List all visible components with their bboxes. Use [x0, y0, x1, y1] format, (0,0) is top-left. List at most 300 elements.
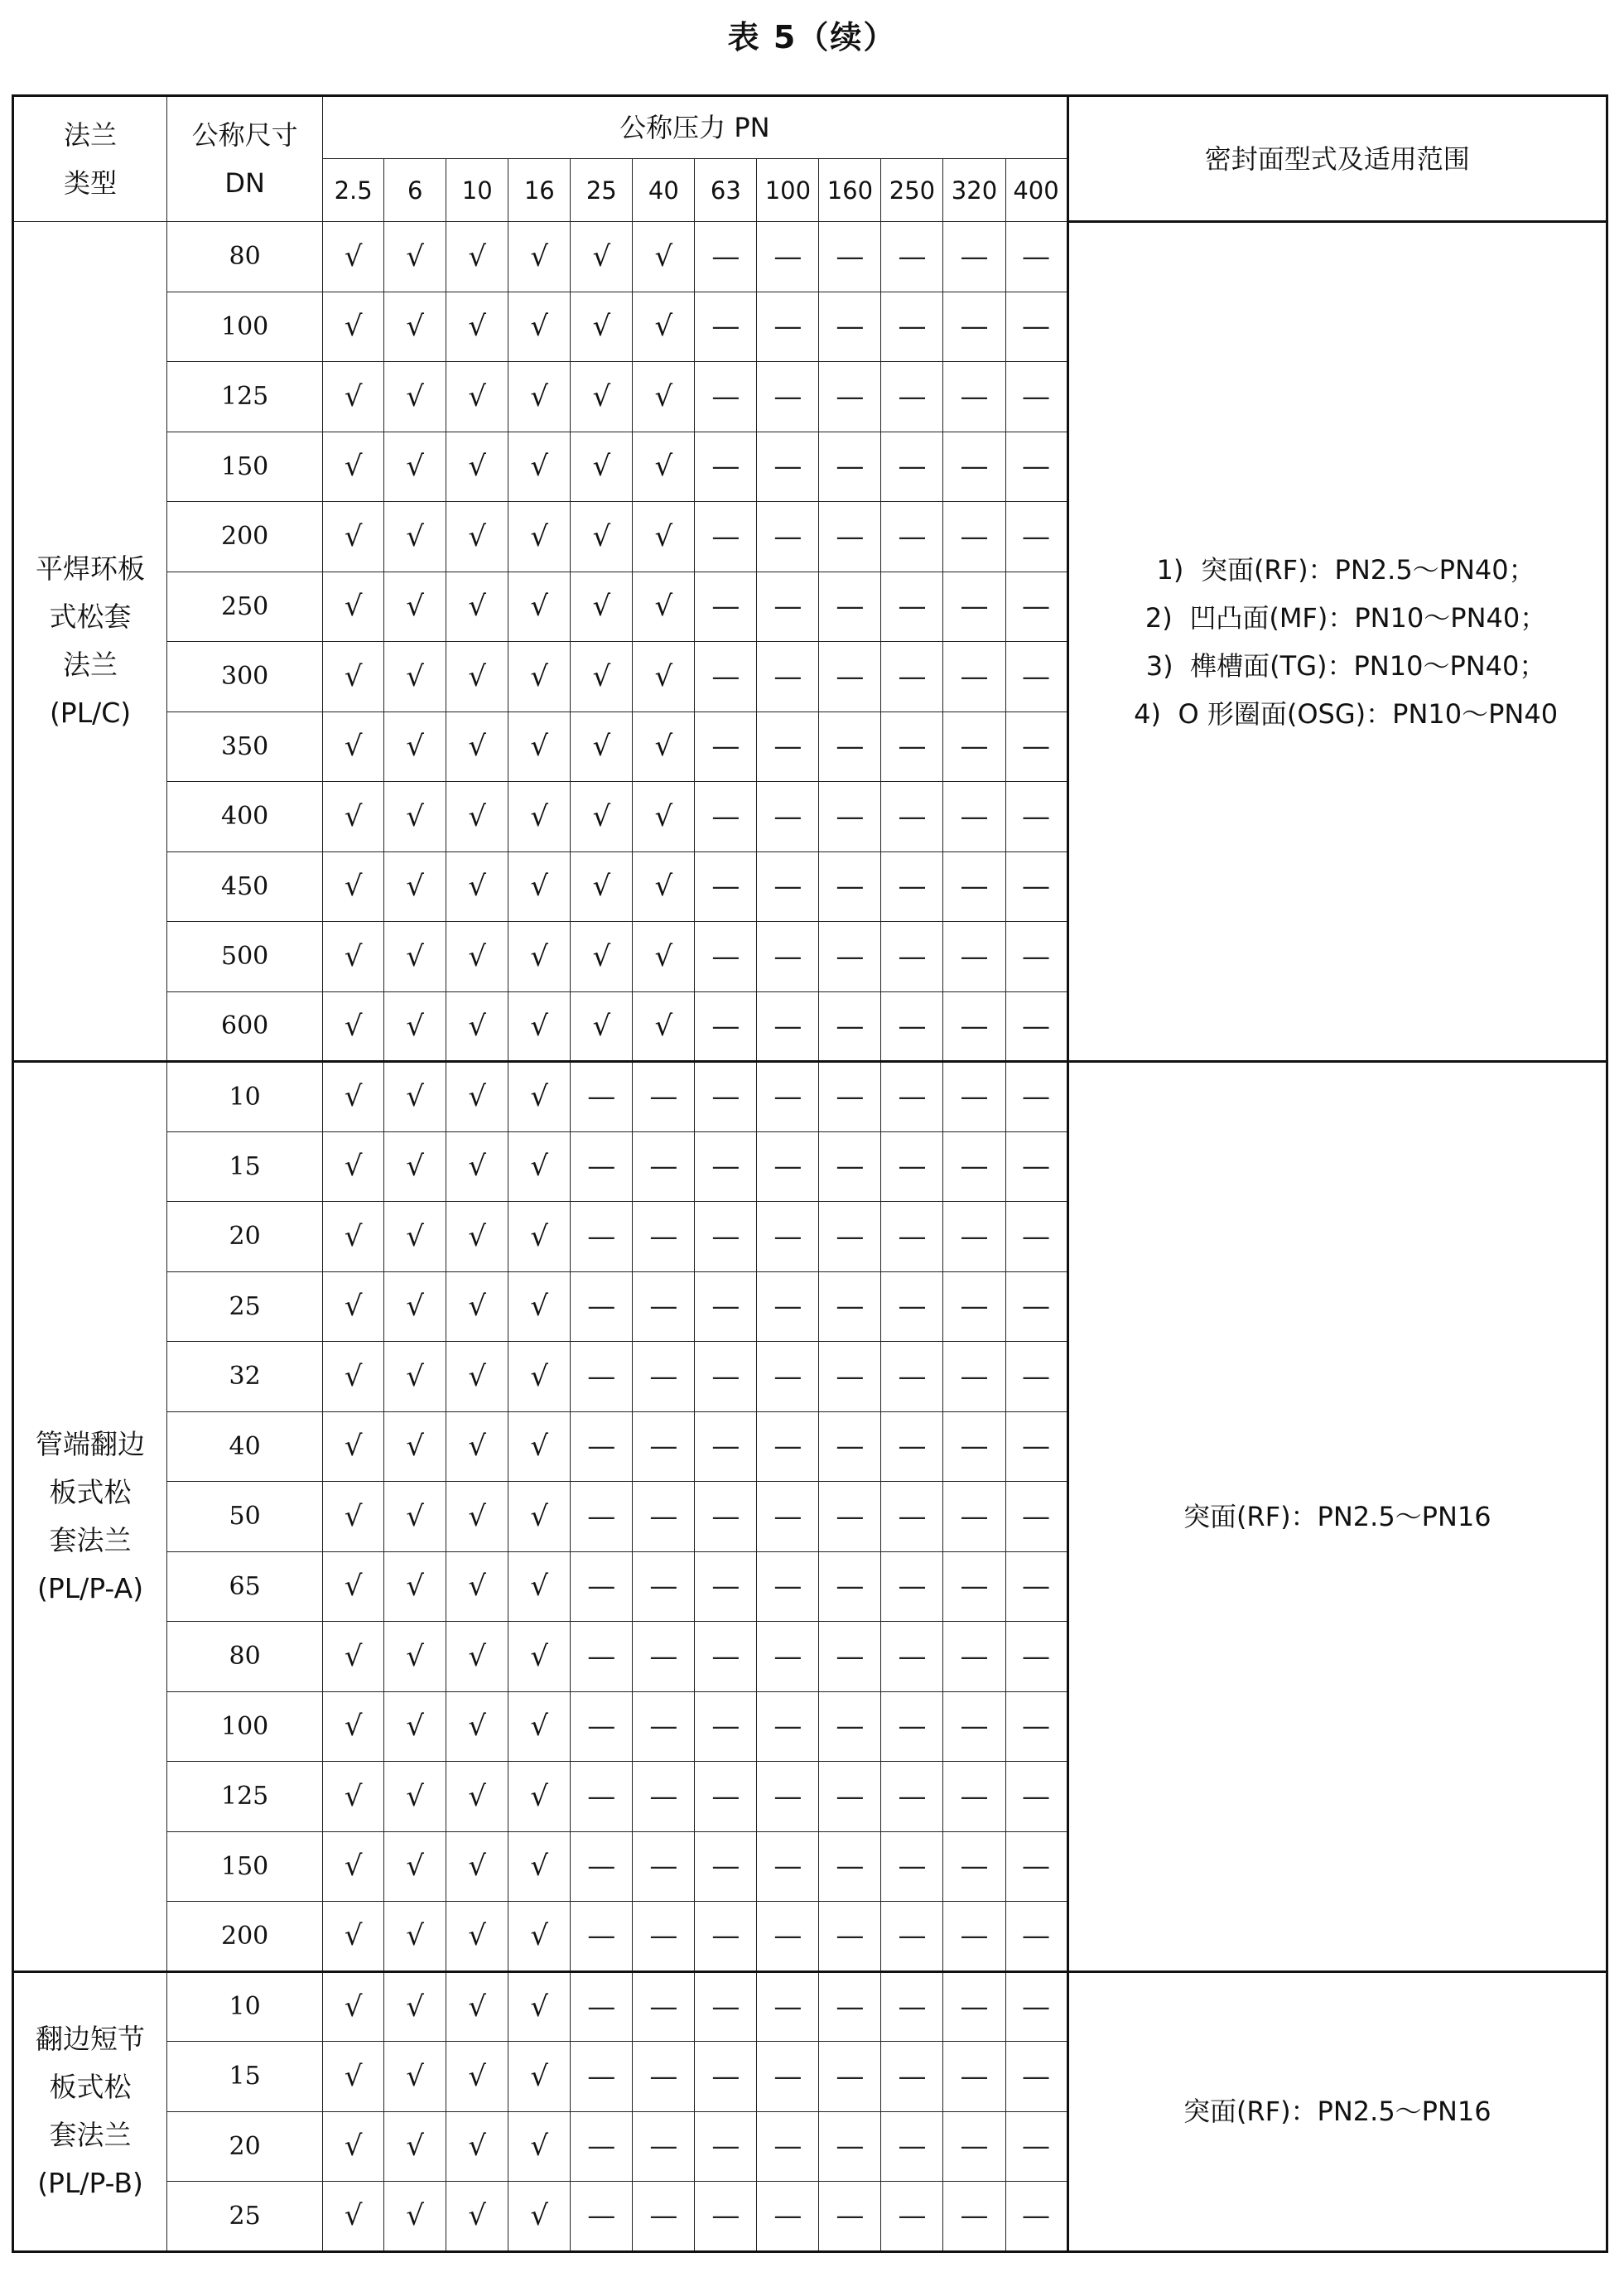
sealing-scope-text: 突面(RF)：PN2.5～PN40；: [1200, 553, 1535, 586]
applicable-check-mark: √: [508, 642, 571, 712]
not-applicable-dash: —: [633, 2111, 695, 2182]
dn-cell: 150: [167, 1831, 323, 1902]
applicable-check-mark: √: [446, 1411, 508, 1482]
not-applicable-dash: —: [943, 922, 1005, 992]
not-applicable-dash: —: [633, 1411, 695, 1482]
applicable-check-mark: √: [323, 1482, 384, 1552]
applicable-check-mark: √: [508, 2182, 571, 2252]
applicable-check-mark: √: [323, 1342, 384, 1412]
pressure-header-cell: 100: [757, 159, 819, 222]
not-applicable-dash: —: [819, 922, 881, 992]
not-applicable-dash: —: [1005, 1202, 1067, 1272]
applicable-check-mark: √: [384, 1691, 446, 1762]
applicable-check-mark: √: [633, 362, 695, 432]
dn-cell: 350: [167, 712, 323, 782]
not-applicable-dash: —: [819, 1131, 881, 1202]
applicable-check-mark: √: [508, 1691, 571, 1762]
sealing-scope-line: [1069, 2087, 1606, 2135]
sealing-scope-index: 4): [1134, 697, 1161, 730]
applicable-check-mark: √: [384, 2111, 446, 2182]
applicable-check-mark: √: [446, 292, 508, 362]
not-applicable-dash: —: [633, 1831, 695, 1902]
not-applicable-dash: —: [757, 642, 819, 712]
not-applicable-dash: —: [881, 572, 943, 642]
not-applicable-dash: —: [757, 292, 819, 362]
not-applicable-dash: —: [1005, 1411, 1067, 1482]
applicable-check-mark: √: [508, 1342, 571, 1412]
dn-cell: 600: [167, 991, 323, 1062]
not-applicable-dash: —: [571, 1482, 633, 1552]
applicable-check-mark: √: [446, 1482, 508, 1552]
applicable-check-mark: √: [446, 2111, 508, 2182]
applicable-check-mark: √: [571, 782, 633, 852]
not-applicable-dash: —: [943, 1342, 1005, 1412]
applicable-check-mark: √: [384, 782, 446, 852]
not-applicable-dash: —: [633, 1482, 695, 1552]
applicable-check-mark: √: [446, 1691, 508, 1762]
applicable-check-mark: √: [633, 292, 695, 362]
applicable-check-mark: √: [633, 922, 695, 992]
sealing-scope-line: [1069, 546, 1606, 594]
applicable-check-mark: √: [323, 1202, 384, 1272]
not-applicable-dash: —: [1005, 642, 1067, 712]
not-applicable-dash: —: [571, 1131, 633, 1202]
applicable-check-mark: √: [384, 1342, 446, 1412]
not-applicable-dash: —: [757, 1202, 819, 1272]
applicable-check-mark: √: [508, 1831, 571, 1902]
applicable-check-mark: √: [446, 712, 508, 782]
dn-cell: 50: [167, 1482, 323, 1552]
not-applicable-dash: —: [943, 1271, 1005, 1342]
not-applicable-dash: —: [695, 2111, 757, 2182]
applicable-check-mark: √: [508, 222, 571, 292]
applicable-check-mark: √: [508, 1271, 571, 1342]
applicable-check-mark: √: [323, 2111, 384, 2182]
applicable-check-mark: √: [571, 362, 633, 432]
not-applicable-dash: —: [633, 1622, 695, 1692]
dn-cell: 10: [167, 1062, 323, 1132]
applicable-check-mark: √: [446, 1622, 508, 1692]
dn-cell: 250: [167, 572, 323, 642]
not-applicable-dash: —: [633, 2042, 695, 2112]
not-applicable-dash: —: [819, 362, 881, 432]
not-applicable-dash: —: [819, 2111, 881, 2182]
header-flange-type: 法兰 类型: [13, 96, 167, 222]
not-applicable-dash: —: [943, 1762, 1005, 1832]
not-applicable-dash: —: [819, 292, 881, 362]
applicable-check-mark: √: [633, 502, 695, 572]
pressure-header-cell: 16: [508, 159, 571, 222]
not-applicable-dash: —: [1005, 432, 1067, 502]
applicable-check-mark: √: [508, 1622, 571, 1692]
not-applicable-dash: —: [571, 1762, 633, 1832]
applicable-check-mark: √: [571, 991, 633, 1062]
not-applicable-dash: —: [881, 292, 943, 362]
not-applicable-dash: —: [757, 1131, 819, 1202]
not-applicable-dash: —: [819, 1902, 881, 1972]
not-applicable-dash: —: [943, 1062, 1005, 1132]
applicable-check-mark: √: [633, 432, 695, 502]
not-applicable-dash: —: [819, 222, 881, 292]
dn-cell: 200: [167, 1902, 323, 1972]
sealing-scope-index: 2): [1145, 601, 1173, 634]
not-applicable-dash: —: [819, 1551, 881, 1622]
applicable-check-mark: √: [384, 362, 446, 432]
not-applicable-dash: —: [633, 1551, 695, 1622]
pressure-header-cell: 10: [446, 159, 508, 222]
applicable-check-mark: √: [446, 1342, 508, 1412]
applicable-check-mark: √: [384, 1902, 446, 1972]
not-applicable-dash: —: [819, 2042, 881, 2112]
not-applicable-dash: —: [633, 1062, 695, 1132]
not-applicable-dash: —: [695, 1271, 757, 1342]
applicable-check-mark: √: [384, 292, 446, 362]
not-applicable-dash: —: [1005, 362, 1067, 432]
not-applicable-dash: —: [571, 2111, 633, 2182]
table-row: [13, 1971, 1607, 2042]
applicable-check-mark: √: [571, 222, 633, 292]
not-applicable-dash: —: [819, 1271, 881, 1342]
applicable-check-mark: √: [323, 922, 384, 992]
not-applicable-dash: —: [757, 572, 819, 642]
flange-type-cell: [13, 1062, 167, 1972]
not-applicable-dash: —: [1005, 1622, 1067, 1692]
not-applicable-dash: —: [1005, 782, 1067, 852]
flange-type-line: (PL/P-B): [37, 2167, 143, 2199]
applicable-check-mark: √: [508, 922, 571, 992]
not-applicable-dash: —: [819, 1342, 881, 1412]
not-applicable-dash: —: [757, 1551, 819, 1622]
not-applicable-dash: —: [1005, 572, 1067, 642]
not-applicable-dash: —: [695, 572, 757, 642]
pressure-header-cell: 400: [1005, 159, 1067, 222]
applicable-check-mark: √: [384, 1831, 446, 1902]
not-applicable-dash: —: [819, 782, 881, 852]
not-applicable-dash: —: [695, 991, 757, 1062]
not-applicable-dash: —: [571, 1342, 633, 1412]
not-applicable-dash: —: [881, 1971, 943, 2042]
not-applicable-dash: —: [881, 2111, 943, 2182]
applicable-check-mark: √: [508, 1482, 571, 1552]
not-applicable-dash: —: [819, 1691, 881, 1762]
not-applicable-dash: —: [881, 1831, 943, 1902]
dn-cell: 10: [167, 1971, 323, 2042]
header-nominal-size: 公称尺寸 DN: [167, 96, 323, 222]
applicable-check-mark: √: [323, 1691, 384, 1762]
not-applicable-dash: —: [571, 1062, 633, 1132]
flange-type-line: 法兰: [63, 649, 118, 681]
not-applicable-dash: —: [633, 1271, 695, 1342]
flange-type-line: 板式松: [49, 1475, 132, 1508]
applicable-check-mark: √: [323, 991, 384, 1062]
not-applicable-dash: —: [571, 2182, 633, 2252]
not-applicable-dash: —: [943, 642, 1005, 712]
applicable-check-mark: √: [633, 851, 695, 922]
not-applicable-dash: —: [881, 502, 943, 572]
dn-cell: 20: [167, 2111, 323, 2182]
applicable-check-mark: √: [633, 222, 695, 292]
not-applicable-dash: —: [757, 1342, 819, 1412]
applicable-check-mark: √: [446, 991, 508, 1062]
not-applicable-dash: —: [757, 1902, 819, 1972]
not-applicable-dash: —: [819, 572, 881, 642]
applicable-check-mark: √: [508, 1411, 571, 1482]
not-applicable-dash: —: [757, 782, 819, 852]
applicable-check-mark: √: [508, 362, 571, 432]
applicable-check-mark: √: [571, 502, 633, 572]
not-applicable-dash: —: [943, 1482, 1005, 1552]
sealing-scope-line: [1069, 1493, 1606, 1541]
not-applicable-dash: —: [881, 712, 943, 782]
pressure-header-cell: 6: [384, 159, 446, 222]
applicable-check-mark: √: [446, 1062, 508, 1132]
flange-type-line: 管端翻边: [36, 1427, 146, 1460]
not-applicable-dash: —: [943, 2182, 1005, 2252]
not-applicable-dash: —: [881, 1482, 943, 1552]
applicable-check-mark: √: [633, 642, 695, 712]
not-applicable-dash: —: [695, 1062, 757, 1132]
header-sealing: 密封面型式及适用范围: [1067, 96, 1607, 222]
not-applicable-dash: —: [881, 782, 943, 852]
not-applicable-dash: —: [819, 712, 881, 782]
not-applicable-dash: —: [571, 1271, 633, 1342]
sealing-scope-text: O 形圈面(OSG)：PN10～PN40: [1178, 697, 1559, 730]
not-applicable-dash: —: [1005, 1902, 1067, 1972]
not-applicable-dash: —: [757, 991, 819, 1062]
not-applicable-dash: —: [819, 851, 881, 922]
dn-cell: 65: [167, 1551, 323, 1622]
applicable-check-mark: √: [446, 642, 508, 712]
not-applicable-dash: —: [881, 1342, 943, 1412]
not-applicable-dash: —: [943, 432, 1005, 502]
not-applicable-dash: —: [757, 1622, 819, 1692]
applicable-check-mark: √: [323, 572, 384, 642]
applicable-check-mark: √: [323, 642, 384, 712]
not-applicable-dash: —: [943, 1551, 1005, 1622]
applicable-check-mark: √: [508, 1902, 571, 1972]
not-applicable-dash: —: [695, 782, 757, 852]
not-applicable-dash: —: [757, 2182, 819, 2252]
not-applicable-dash: —: [757, 1062, 819, 1132]
not-applicable-dash: —: [819, 1622, 881, 1692]
not-applicable-dash: —: [881, 1411, 943, 1482]
not-applicable-dash: —: [571, 1902, 633, 1972]
not-applicable-dash: —: [819, 642, 881, 712]
not-applicable-dash: —: [695, 1691, 757, 1762]
not-applicable-dash: —: [819, 1831, 881, 1902]
not-applicable-dash: —: [1005, 1691, 1067, 1762]
not-applicable-dash: —: [571, 1411, 633, 1482]
flange-type-line: (PL/C): [49, 697, 132, 729]
not-applicable-dash: —: [695, 642, 757, 712]
applicable-check-mark: √: [384, 1131, 446, 1202]
not-applicable-dash: —: [695, 1971, 757, 2042]
applicable-check-mark: √: [323, 851, 384, 922]
not-applicable-dash: —: [1005, 712, 1067, 782]
not-applicable-dash: —: [757, 851, 819, 922]
applicable-check-mark: √: [384, 1622, 446, 1692]
applicable-check-mark: √: [446, 1971, 508, 2042]
flange-type-line: 板式松: [49, 2071, 132, 2103]
not-applicable-dash: —: [757, 1691, 819, 1762]
not-applicable-dash: —: [757, 222, 819, 292]
applicable-check-mark: √: [446, 2182, 508, 2252]
not-applicable-dash: —: [757, 1831, 819, 1902]
not-applicable-dash: —: [695, 1551, 757, 1622]
not-applicable-dash: —: [633, 1902, 695, 1972]
pressure-header-cell: 320: [943, 159, 1005, 222]
applicable-check-mark: √: [323, 712, 384, 782]
applicable-check-mark: √: [446, 362, 508, 432]
not-applicable-dash: —: [943, 1131, 1005, 1202]
applicable-check-mark: √: [446, 222, 508, 292]
not-applicable-dash: —: [571, 1691, 633, 1762]
applicable-check-mark: √: [384, 502, 446, 572]
applicable-check-mark: √: [384, 851, 446, 922]
sealing-scope-index: 1): [1156, 553, 1184, 586]
not-applicable-dash: —: [1005, 1762, 1067, 1832]
applicable-check-mark: √: [323, 1411, 384, 1482]
dn-cell: 125: [167, 1762, 323, 1832]
not-applicable-dash: —: [943, 1902, 1005, 1972]
not-applicable-dash: —: [943, 292, 1005, 362]
table-row: [13, 222, 1607, 292]
not-applicable-dash: —: [695, 432, 757, 502]
applicable-check-mark: √: [323, 1831, 384, 1902]
not-applicable-dash: —: [695, 1131, 757, 1202]
not-applicable-dash: —: [695, 1762, 757, 1832]
applicable-check-mark: √: [508, 1971, 571, 2042]
dn-cell: 80: [167, 222, 323, 292]
applicable-check-mark: √: [508, 502, 571, 572]
not-applicable-dash: —: [943, 2042, 1005, 2112]
not-applicable-dash: —: [819, 1762, 881, 1832]
dn-cell: 100: [167, 1691, 323, 1762]
not-applicable-dash: —: [881, 2042, 943, 2112]
applicable-check-mark: √: [571, 712, 633, 782]
applicable-check-mark: √: [384, 991, 446, 1062]
not-applicable-dash: —: [881, 1202, 943, 1272]
not-applicable-dash: —: [943, 782, 1005, 852]
applicable-check-mark: √: [446, 1762, 508, 1832]
not-applicable-dash: —: [943, 991, 1005, 1062]
applicable-check-mark: √: [508, 572, 571, 642]
applicable-check-mark: √: [384, 1271, 446, 1342]
not-applicable-dash: —: [757, 432, 819, 502]
dn-cell: 400: [167, 782, 323, 852]
not-applicable-dash: —: [695, 2182, 757, 2252]
not-applicable-dash: —: [695, 222, 757, 292]
applicable-check-mark: √: [508, 991, 571, 1062]
applicable-check-mark: √: [384, 2182, 446, 2252]
not-applicable-dash: —: [1005, 222, 1067, 292]
sealing-scope-cell: [1067, 1971, 1607, 2251]
applicable-check-mark: √: [384, 1202, 446, 1272]
applicable-check-mark: √: [323, 1971, 384, 2042]
not-applicable-dash: —: [1005, 1062, 1067, 1132]
applicable-check-mark: √: [633, 991, 695, 1062]
flange-type-line: 套法兰: [49, 1523, 132, 1556]
dn-cell: 32: [167, 1342, 323, 1412]
flange-type-line: 套法兰: [49, 2119, 132, 2151]
not-applicable-dash: —: [1005, 1482, 1067, 1552]
dn-cell: 150: [167, 432, 323, 502]
dn-cell: 15: [167, 2042, 323, 2112]
not-applicable-dash: —: [695, 712, 757, 782]
not-applicable-dash: —: [633, 1691, 695, 1762]
not-applicable-dash: —: [695, 2042, 757, 2112]
dn-cell: 100: [167, 292, 323, 362]
applicable-check-mark: √: [508, 1202, 571, 1272]
dn-cell: 450: [167, 851, 323, 922]
applicable-check-mark: √: [508, 432, 571, 502]
applicable-check-mark: √: [384, 1411, 446, 1482]
not-applicable-dash: —: [695, 1202, 757, 1272]
not-applicable-dash: —: [695, 362, 757, 432]
applicable-check-mark: √: [446, 851, 508, 922]
not-applicable-dash: —: [881, 1271, 943, 1342]
not-applicable-dash: —: [757, 712, 819, 782]
applicable-check-mark: √: [384, 572, 446, 642]
not-applicable-dash: —: [881, 1062, 943, 1132]
not-applicable-dash: —: [943, 222, 1005, 292]
applicable-check-mark: √: [384, 1062, 446, 1132]
not-applicable-dash: —: [881, 922, 943, 992]
not-applicable-dash: —: [695, 1902, 757, 1972]
not-applicable-dash: —: [633, 1342, 695, 1412]
not-applicable-dash: —: [943, 1202, 1005, 1272]
applicable-check-mark: √: [446, 1831, 508, 1902]
applicable-check-mark: √: [323, 782, 384, 852]
not-applicable-dash: —: [633, 1131, 695, 1202]
not-applicable-dash: —: [943, 2111, 1005, 2182]
not-applicable-dash: —: [1005, 1831, 1067, 1902]
applicable-check-mark: √: [571, 642, 633, 712]
applicable-check-mark: √: [446, 1271, 508, 1342]
not-applicable-dash: —: [695, 1342, 757, 1412]
not-applicable-dash: —: [819, 432, 881, 502]
not-applicable-dash: —: [1005, 1551, 1067, 1622]
applicable-check-mark: √: [446, 502, 508, 572]
applicable-check-mark: √: [446, 1902, 508, 1972]
not-applicable-dash: —: [943, 712, 1005, 782]
applicable-check-mark: √: [384, 1971, 446, 2042]
not-applicable-dash: —: [1005, 2042, 1067, 2112]
applicable-check-mark: √: [384, 712, 446, 782]
not-applicable-dash: —: [881, 1622, 943, 1692]
applicable-check-mark: √: [508, 2111, 571, 2182]
applicable-check-mark: √: [446, 432, 508, 502]
not-applicable-dash: —: [1005, 1971, 1067, 2042]
applicable-check-mark: √: [323, 1062, 384, 1132]
not-applicable-dash: —: [881, 1551, 943, 1622]
not-applicable-dash: —: [571, 1551, 633, 1622]
not-applicable-dash: —: [695, 1482, 757, 1552]
flange-type-line: 式松套: [49, 601, 132, 633]
not-applicable-dash: —: [819, 1482, 881, 1552]
not-applicable-dash: —: [757, 2042, 819, 2112]
dn-cell: 20: [167, 1202, 323, 1272]
dn-cell: 200: [167, 502, 323, 572]
table-row: [13, 1062, 1607, 1132]
not-applicable-dash: —: [695, 922, 757, 992]
not-applicable-dash: —: [943, 1622, 1005, 1692]
not-applicable-dash: —: [1005, 1342, 1067, 1412]
not-applicable-dash: —: [757, 1271, 819, 1342]
not-applicable-dash: —: [943, 1831, 1005, 1902]
applicable-check-mark: √: [323, 222, 384, 292]
not-applicable-dash: —: [1005, 2111, 1067, 2182]
